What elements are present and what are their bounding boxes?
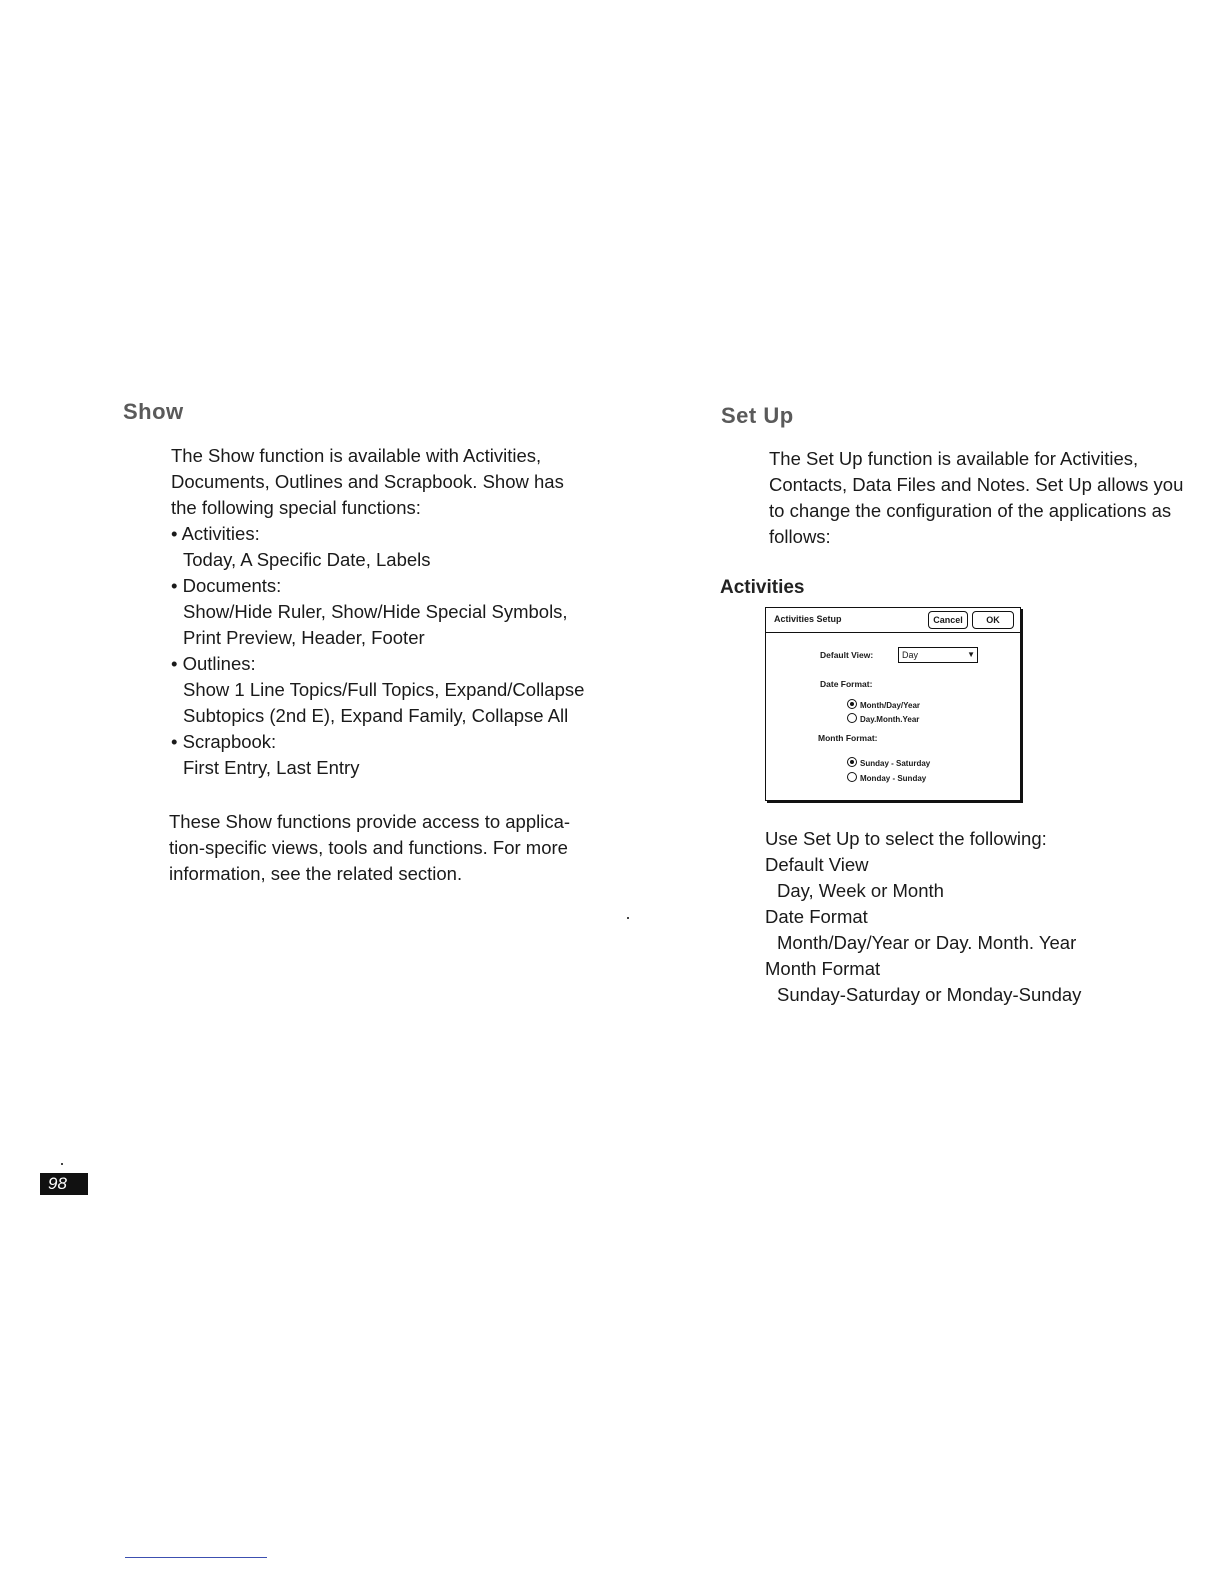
show-item-bullet: • Activities: <box>171 523 260 544</box>
setup-usage <box>765 826 1195 1008</box>
setup-intro-line: Contacts, Data Files and Notes. Set Up allows you <box>769 474 1184 495</box>
setup-entry-values: Day, Week or Month <box>777 880 944 901</box>
setup-entry-values: Month/Day/Year or Day. Month. Year <box>777 932 1077 953</box>
speck-mark <box>61 1163 63 1165</box>
show-item-detail: Print Preview, Header, Footer <box>183 627 425 648</box>
footer-rule <box>125 1557 267 1558</box>
month-option-label: Sunday - Saturday <box>860 759 931 768</box>
setup-intro-line: The Set Up function is available for Activities, <box>769 448 1139 469</box>
show-closing-line: These Show functions provide access to applica- <box>169 811 571 832</box>
setup-entry-name: Month Format <box>765 958 881 979</box>
activities-subheading: Activities <box>720 577 805 598</box>
dialog-titlebar <box>766 608 1020 633</box>
setup-entry-name: Date Format <box>765 906 868 927</box>
page-number-badge: 98 <box>40 1173 88 1195</box>
month-format-option[interactable] <box>847 772 926 783</box>
setup-usage-intro: Use Set Up to select the following: <box>765 828 1047 849</box>
default-view-label: Default View: <box>820 650 874 660</box>
chevron-down-icon: ▼ <box>967 650 975 659</box>
show-intro-line: The Show function is available with Activities, <box>171 445 542 466</box>
show-closing-paragraph <box>169 809 629 887</box>
show-item-detail: Today, A Specific Date, Labels <box>183 549 431 570</box>
date-option-label: Month/Day/Year <box>860 701 921 710</box>
setup-intro <box>769 446 1214 550</box>
dialog-title: Activities Setup <box>774 614 842 624</box>
show-item-detail: First Entry, Last Entry <box>183 757 360 778</box>
setup-entry-name: Default View <box>765 854 869 875</box>
show-closing-line: information, see the related section. <box>169 863 463 884</box>
show-heading: Show <box>123 399 184 424</box>
activities-setup-dialog <box>765 607 1021 801</box>
date-format-option[interactable] <box>847 713 919 724</box>
show-closing-line: tion-specific views, tools and functions. For more <box>169 837 568 858</box>
show-section-body <box>171 443 631 781</box>
month-format-label: Month Format: <box>818 733 878 743</box>
date-format-label: Date Format: <box>820 679 873 689</box>
month-format-option[interactable] <box>847 757 930 768</box>
setup-heading: Set Up <box>721 403 794 428</box>
show-item-bullet: • Outlines: <box>171 653 256 674</box>
show-item-detail: Show 1 Line Topics/Full Topics, Expand/Collapse <box>183 679 585 700</box>
default-view-value: Day <box>902 650 919 660</box>
speck-mark <box>627 917 629 919</box>
show-intro-line: Documents, Outlines and Scrapbook. Show has <box>171 471 564 492</box>
setup-intro-line: follows: <box>769 526 831 547</box>
default-view-select[interactable] <box>898 647 978 663</box>
show-intro-line: the following special functions: <box>171 497 421 518</box>
radio-empty-icon <box>847 713 857 723</box>
radio-selected-icon <box>847 699 857 709</box>
ok-button[interactable]: OK <box>972 611 1014 629</box>
setup-entry-values: Sunday-Saturday or Monday-Sunday <box>777 984 1082 1005</box>
radio-selected-icon <box>847 757 857 767</box>
setup-intro-line: to change the configuration of the applications as <box>769 500 1172 521</box>
radio-empty-icon <box>847 772 857 782</box>
date-format-option[interactable] <box>847 699 920 710</box>
show-item-detail: Subtopics (2nd E), Expand Family, Collapse All <box>183 705 569 726</box>
month-option-label: Monday - Sunday <box>860 774 927 783</box>
show-item-bullet: • Documents: <box>171 575 282 596</box>
cancel-button[interactable]: Cancel <box>928 611 968 629</box>
show-item-detail: Show/Hide Ruler, Show/Hide Special Symbols, <box>183 601 568 622</box>
date-option-label: Day.Month.Year <box>860 715 920 724</box>
show-item-bullet: • Scrapbook: <box>171 731 277 752</box>
